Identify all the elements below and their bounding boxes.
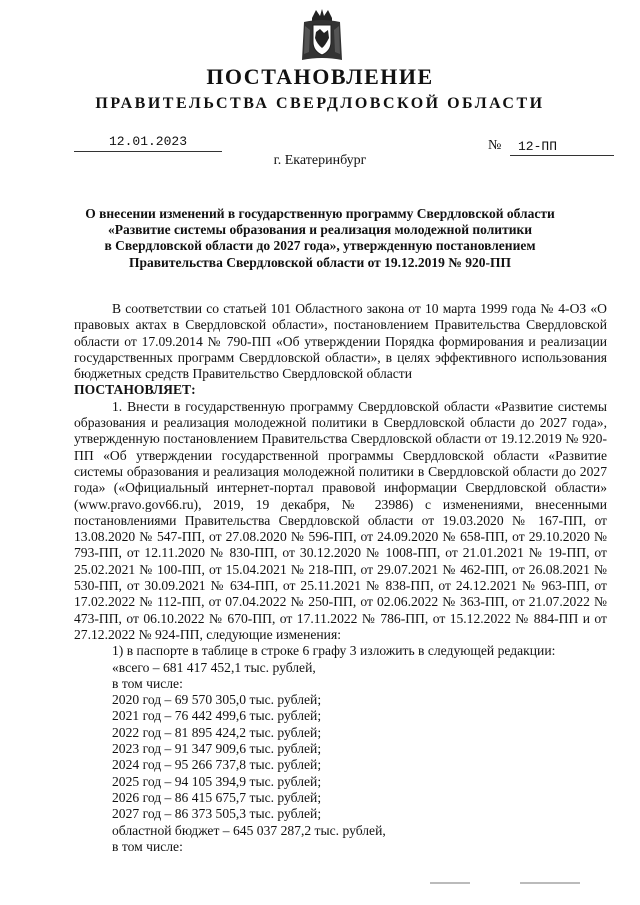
preamble-paragraph: В соответствии со статьей 101 Областного закона от 10 марта 1999 года № 4-ОЗ «О правовых актах в Свердловской области», постановлением Правительства Свердловской области от 17.09.2014 № 790-ПП «Об утверждении Порядка формирования и реализации государственных программ Свердловской области», в целях эффективного использования бюджетных средств Правительство Свердловской области xyxy=(74,301,607,382)
heading-line: Правительства Свердловской области от 19.12.2019 № 920-ПП xyxy=(129,254,511,270)
city: г. Екатеринбург xyxy=(273,153,367,168)
amendment-line: 2026 год – 86 415 675,7 тыс. рублей; xyxy=(112,789,322,805)
scan-artifact xyxy=(520,882,580,884)
heading-line: О внесении изменений в государственную программу Свердловской области xyxy=(85,206,555,221)
amendment-line: 2024 год – 95 266 737,8 тыс. рублей; xyxy=(112,757,322,773)
document-date: 12.01.2023 xyxy=(74,133,222,152)
number-sign: № xyxy=(488,138,502,153)
document-number: 12-ПП xyxy=(510,138,614,156)
amendment-line: 2023 год – 91 347 909,6 тыс. рублей; xyxy=(112,741,322,757)
heading-line: «Развитие системы образования и реализация молодежной политики xyxy=(107,222,533,238)
amendment-line: 2025 год – 94 105 394,9 тыс. рублей; xyxy=(112,773,322,789)
heading-line: в Свердловской области до 2027 года», утвержденную постановлением xyxy=(104,238,536,254)
document-heading xyxy=(70,206,570,271)
resolve-statement: ПОСТАНОВЛЯЕТ: xyxy=(74,382,196,398)
amendment-line: «всего – 681 417 452,1 тыс. рублей, xyxy=(112,659,316,675)
amendment-line: 2027 год – 86 373 505,3 тыс. рублей; xyxy=(112,806,322,822)
amendment-line: в том числе: xyxy=(112,838,183,854)
amendment-line: в том числе: xyxy=(112,675,183,691)
document-title: ПОСТАНОВЛЕНИЕ xyxy=(206,64,434,89)
amendment-line: областной бюджет – 645 037 287,2 тыс. рублей, xyxy=(112,822,386,838)
amendment-line: 2021 год – 76 442 499,6 тыс. рублей; xyxy=(112,708,322,724)
amendment-line: 2022 год – 81 895 424,2 тыс. рублей; xyxy=(112,724,322,740)
item-1-paragraph: 1. Внести в государственную программу Свердловской области «Развитие системы образования и реализация молодежной политики в Свердловской области до 2027 года», утвержденную постановлением Правительства Свердловской области от 19.12.2019 № 920-ПП «Об утверждении государственной программы Свердловской области «Развитие системы образования и реализация молодежной политики в Свердловской области до 2027 года» («Официальный интернет-портал правовой информации Свердловской области» (www.pravo.gov66.ru), 2019, 19 декабря, № 23986) с изменениями, внесенными постановлениями Правительства Свердловской области от 19.03.2020 № 167-ПП, от 13.08.2020 № 547-ПП, от 27.08.2020 № 596-ПП, от 24.09.2020 № 658-ПП, от 29.10.2020 № 793-ПП, от 12.11.2020 № 830-ПП, от 30.12.2020 № 1008-ПП, от 21.01.2021 № 19-ПП, от 25.02.2021 № 100-ПП, от 15.04.2021 № 218-ПП, от 29.07.2021 № 462-ПП, от 26.08.2021 № 530-ПП, от 30.09.2021 № 634-ПП, от 25.11.2021 № 838-ПП, от 24.12.2021 № 963-ПП, от 17.02.2022 № 112-ПП, от 07.04.2022 № 250-ПП, от 02.06.2022 № 363-ПП, от 21.07.2022 № 473-ПП, от 06.10.2022 № 670-ПП, от 17.11.2022 № 786-ПП, от 15.12.2022 № 884-ПП и от 27.12.2022 № 924-ПП, следующие изменения: xyxy=(74,398,607,642)
document-subtitle: ПРАВИТЕЛЬСТВА СВЕРДЛОВСКОЙ ОБЛАСТИ xyxy=(95,95,545,112)
document-body xyxy=(74,301,607,855)
scan-artifact xyxy=(430,882,470,884)
amendment-line: 2020 год – 69 570 305,0 тыс. рублей; xyxy=(112,692,322,708)
amendment-line: 1) в паспорте в таблице в строке 6 графу 3 изложить в следующей редакции: xyxy=(112,643,556,659)
coat-of-arms-icon xyxy=(298,8,346,64)
